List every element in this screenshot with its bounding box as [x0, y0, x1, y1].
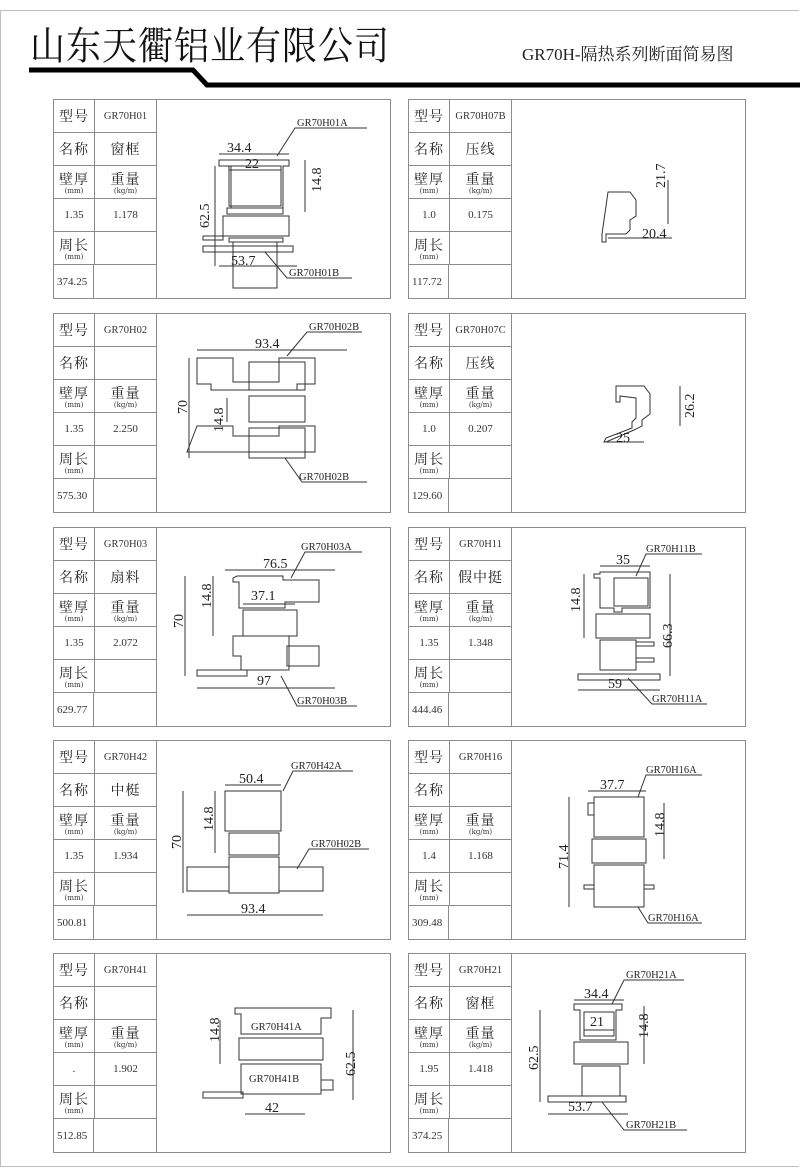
perimeter-value: 374.25	[412, 1129, 443, 1142]
part-tag: GR70H16A	[648, 913, 699, 924]
row-values	[409, 1053, 511, 1086]
perimeter-value: 575.30	[57, 489, 88, 502]
row-model	[54, 528, 156, 561]
row-perimeter-value	[54, 479, 156, 512]
row-name	[409, 133, 511, 166]
row-perimeter-value	[409, 693, 511, 726]
name-label: 名称	[414, 356, 444, 372]
part-tag: GR70H42A	[291, 761, 342, 772]
thickness-value: 1.35	[64, 209, 84, 221]
dimension-label: 34.4	[227, 141, 252, 156]
row-perimeter-label	[54, 446, 156, 479]
profile-drawing	[512, 314, 745, 512]
thickness-value: 1.4	[422, 850, 436, 862]
dimension-label: 26.2	[683, 393, 698, 418]
weight-unit: (kg/m)	[468, 828, 493, 836]
part-tag: GR70H02B	[311, 839, 362, 850]
row-values	[54, 627, 156, 660]
row-units	[409, 166, 511, 199]
row-perimeter-label	[409, 660, 511, 693]
name-value: 压线	[465, 356, 496, 372]
part-tag: GR70H21B	[626, 1120, 677, 1131]
spec-table	[409, 314, 512, 512]
row-perimeter-label	[54, 1086, 156, 1119]
row-name	[409, 347, 511, 380]
weight-value: 2.072	[113, 637, 138, 649]
row-values	[54, 1053, 156, 1086]
dimension-label: 59	[608, 677, 622, 692]
name-label: 名称	[59, 996, 89, 1012]
profile-drawing	[157, 100, 390, 298]
thickness-value: 1.95	[419, 1063, 439, 1075]
dimension-label: 70	[172, 614, 187, 628]
perimeter-value: 444.46	[412, 703, 443, 716]
row-perimeter-value	[54, 1119, 156, 1152]
perimeter-unit: (mm)	[419, 894, 439, 902]
weight-value: 0.207	[468, 423, 493, 435]
dimension-label: 14.8	[569, 587, 584, 612]
row-units	[54, 166, 156, 199]
thickness-value: 1.35	[419, 637, 439, 649]
model-value: GR70H41	[103, 964, 148, 976]
weight-value: 1.902	[113, 1063, 138, 1075]
perimeter-label: 周长	[59, 452, 89, 468]
model-value: GR70H07B	[455, 110, 506, 122]
dimension-label: 21	[590, 1015, 604, 1030]
spec-table	[409, 741, 512, 939]
dimension-label: 53.7	[231, 254, 256, 269]
profile-section-drawing	[157, 100, 390, 298]
model-label: 型号	[59, 963, 89, 979]
dimension-label: 14.8	[202, 806, 217, 831]
perimeter-label: 周长	[414, 452, 444, 468]
perimeter-unit: (mm)	[419, 253, 439, 261]
perimeter-value: 309.48	[412, 916, 443, 929]
weight-label: 重量	[110, 813, 141, 829]
weight-value: 1.168	[468, 850, 493, 862]
row-values	[409, 413, 511, 446]
perimeter-value: 374.25	[57, 275, 88, 288]
profile-card-gr70h16	[408, 740, 746, 940]
dimension-label: 37.7	[600, 778, 625, 793]
spec-table	[409, 100, 512, 298]
profile-card-gr70h41	[53, 953, 391, 1153]
weight-value: 1.178	[113, 209, 138, 221]
model-value: GR70H02	[103, 324, 148, 336]
row-values	[409, 840, 511, 873]
thickness-label: 壁厚	[59, 813, 89, 829]
dimension-label: 14.8	[653, 812, 668, 837]
dimension-label: 42	[265, 1101, 279, 1116]
thickness-value: 1.35	[64, 850, 84, 862]
thickness-value: 1.0	[422, 423, 436, 435]
profile-card-gr70h02	[53, 313, 391, 513]
perimeter-label: 周长	[59, 666, 89, 682]
part-tag: GR70H41A	[251, 1022, 302, 1033]
thickness-unit: (mm)	[64, 828, 84, 836]
row-perimeter-value	[409, 479, 511, 512]
dimension-label: 93.4	[241, 902, 266, 917]
row-units	[409, 807, 511, 840]
part-tag: GR70H11B	[646, 544, 696, 555]
model-label: 型号	[59, 537, 89, 553]
dimension-label: 22	[245, 157, 259, 172]
dimension-label: 35	[616, 553, 630, 568]
weight-unit: (kg/m)	[468, 401, 493, 409]
row-perimeter-value	[409, 906, 511, 939]
row-model	[409, 954, 511, 987]
dimension-label: 34.4	[584, 987, 609, 1002]
row-units	[54, 594, 156, 627]
dimension-label: 97	[257, 674, 271, 689]
part-tag: GR70H01A	[297, 118, 348, 129]
thickness-unit: (mm)	[419, 187, 439, 195]
thickness-label: 壁厚	[59, 1026, 89, 1042]
perimeter-label: 周长	[59, 1092, 89, 1108]
spec-table	[54, 954, 157, 1152]
weight-unit: (kg/m)	[113, 401, 138, 409]
thickness-value: 1.0	[422, 209, 436, 221]
row-values	[54, 840, 156, 873]
weight-label: 重量	[110, 386, 141, 402]
model-label: 型号	[59, 109, 89, 125]
profile-drawing	[512, 528, 745, 726]
row-model	[409, 528, 511, 561]
row-perimeter-label	[409, 873, 511, 906]
profile-section-drawing	[157, 528, 390, 726]
profile-section-drawing	[512, 314, 745, 512]
row-model	[54, 954, 156, 987]
dimension-label: 20.4	[642, 227, 667, 242]
weight-label: 重量	[465, 813, 496, 829]
dimension-label: 25	[616, 431, 630, 446]
dimension-label: 62.5	[198, 203, 213, 228]
thickness-value: .	[72, 1063, 76, 1075]
perimeter-label: 周长	[59, 238, 89, 254]
thickness-unit: (mm)	[419, 401, 439, 409]
model-value: GR70H11	[459, 538, 502, 550]
row-units	[409, 594, 511, 627]
weight-label: 重量	[110, 172, 141, 188]
weight-unit: (kg/m)	[113, 828, 138, 836]
row-units	[409, 380, 511, 413]
thickness-unit: (mm)	[64, 615, 84, 623]
perimeter-unit: (mm)	[419, 681, 439, 689]
weight-value: 1.418	[468, 1063, 493, 1075]
profile-card-gr70h21	[408, 953, 746, 1153]
dimension-label: 76.5	[263, 557, 288, 572]
thickness-unit: (mm)	[419, 615, 439, 623]
row-perimeter-label	[409, 446, 511, 479]
profile-card-gr70h42	[53, 740, 391, 940]
thickness-label: 壁厚	[59, 386, 89, 402]
row-values	[54, 413, 156, 446]
row-model	[409, 741, 511, 774]
model-value: GR70H07C	[455, 324, 506, 336]
part-tag: GR70H21A	[626, 970, 677, 981]
part-tag: GR70H03B	[297, 696, 348, 707]
part-tag: GR70H02B	[309, 322, 360, 333]
weight-unit: (kg/m)	[113, 615, 138, 623]
row-perimeter-value	[409, 1119, 511, 1152]
weight-label: 重量	[465, 1026, 496, 1042]
name-value: 压线	[465, 142, 496, 158]
weight-label: 重量	[465, 386, 496, 402]
thickness-unit: (mm)	[64, 401, 84, 409]
part-tag: GR70H01B	[289, 268, 340, 279]
row-perimeter-value	[54, 693, 156, 726]
profile-section-drawing	[512, 741, 745, 939]
spec-table	[54, 100, 157, 298]
dimension-label: 50.4	[239, 772, 264, 787]
model-label: 型号	[414, 750, 444, 766]
spec-table	[54, 741, 157, 939]
name-label: 名称	[59, 570, 89, 586]
row-perimeter-label	[54, 232, 156, 265]
dimension-label: 93.4	[255, 337, 280, 352]
profile-drawing	[157, 528, 390, 726]
spec-table	[409, 528, 512, 726]
dimension-label: 62.5	[344, 1051, 359, 1076]
profile-card-gr70h07b	[408, 99, 746, 299]
row-name	[409, 561, 511, 594]
weight-label: 重量	[465, 172, 496, 188]
profile-card-gr70h11	[408, 527, 746, 727]
name-label: 名称	[414, 783, 444, 799]
dimension-label: 66.3	[661, 623, 676, 648]
row-name	[54, 133, 156, 166]
perimeter-unit: (mm)	[64, 467, 84, 475]
row-units	[54, 380, 156, 413]
model-value: GR70H16	[458, 751, 503, 763]
row-model	[409, 100, 511, 133]
perimeter-value: 117.72	[412, 275, 442, 288]
dimension-label: 14.8	[212, 407, 227, 432]
model-label: 型号	[414, 537, 444, 553]
row-units	[409, 1020, 511, 1053]
thickness-unit: (mm)	[64, 187, 84, 195]
name-label: 名称	[414, 142, 444, 158]
perimeter-unit: (mm)	[419, 1107, 439, 1115]
thickness-label: 壁厚	[414, 172, 444, 188]
profile-section-drawing	[512, 100, 745, 298]
row-name	[54, 774, 156, 807]
model-value: GR70H21	[458, 964, 503, 976]
dimension-label: 21.7	[654, 163, 669, 188]
row-model	[409, 314, 511, 347]
profile-card-gr70h01	[53, 99, 391, 299]
row-name	[54, 987, 156, 1020]
part-tag: GR70H03A	[301, 542, 352, 553]
part-tag: GR70H02B	[299, 472, 350, 483]
weight-unit: (kg/m)	[113, 187, 138, 195]
dimension-label: 14.8	[310, 167, 325, 192]
row-values	[54, 199, 156, 232]
row-name	[54, 561, 156, 594]
row-perimeter-label	[409, 232, 511, 265]
company-name: 山东天衢铝业有限公司	[30, 24, 391, 70]
thickness-label: 壁厚	[414, 813, 444, 829]
weight-value: 1.348	[468, 637, 493, 649]
name-label: 名称	[414, 996, 444, 1012]
dimension-label: 14.8	[200, 583, 215, 608]
name-value: 假中挺	[458, 570, 503, 586]
perimeter-value: 500.81	[57, 916, 88, 929]
weight-label: 重量	[110, 1026, 141, 1042]
weight-label: 重量	[465, 600, 496, 616]
row-name	[409, 987, 511, 1020]
perimeter-unit: (mm)	[64, 894, 84, 902]
thickness-unit: (mm)	[64, 1041, 84, 1049]
thickness-label: 壁厚	[414, 1026, 444, 1042]
name-label: 名称	[59, 142, 89, 158]
perimeter-unit: (mm)	[64, 1107, 84, 1115]
model-value: GR70H01	[103, 110, 148, 122]
row-units	[54, 1020, 156, 1053]
perimeter-label: 周长	[414, 238, 444, 254]
profile-section-drawing	[157, 314, 390, 512]
profile-drawing	[512, 741, 745, 939]
model-label: 型号	[414, 323, 444, 339]
perimeter-label: 周长	[59, 879, 89, 895]
row-perimeter-value	[54, 906, 156, 939]
name-value: 窗框	[465, 996, 496, 1012]
profile-section-drawing	[512, 528, 745, 726]
part-tag: GR70H16A	[646, 765, 697, 776]
perimeter-unit: (mm)	[64, 253, 84, 261]
perimeter-label: 周长	[414, 879, 444, 895]
dimension-label: 37.1	[251, 589, 276, 604]
row-model	[54, 100, 156, 133]
document-title: GR70H-隔热系列断面简易图	[522, 45, 734, 64]
profile-drawing	[157, 741, 390, 939]
thickness-value: 1.35	[64, 423, 84, 435]
profile-section-drawing	[512, 954, 745, 1152]
profile-section-drawing	[157, 954, 390, 1152]
model-value: GR70H42	[103, 751, 148, 763]
row-perimeter-value	[54, 265, 156, 298]
name-label: 名称	[414, 570, 444, 586]
perimeter-value: 129.60	[412, 489, 443, 502]
weight-value: 1.934	[113, 850, 138, 862]
row-name	[54, 347, 156, 380]
row-values	[409, 199, 511, 232]
thickness-label: 壁厚	[414, 386, 444, 402]
part-tag: GR70H11A	[652, 694, 703, 705]
thickness-unit: (mm)	[419, 1041, 439, 1049]
name-value: 窗框	[110, 142, 141, 158]
model-value: GR70H03	[103, 538, 148, 550]
dimension-label: 53.7	[568, 1100, 593, 1115]
profile-drawing	[157, 314, 390, 512]
spec-table	[54, 314, 157, 512]
dimension-label: 70	[170, 835, 185, 849]
perimeter-unit: (mm)	[419, 467, 439, 475]
profile-section-drawing	[157, 741, 390, 939]
row-perimeter-label	[54, 873, 156, 906]
perimeter-value: 629.77	[57, 703, 88, 716]
name-value: 中梃	[110, 783, 141, 799]
row-units	[54, 807, 156, 840]
row-name	[409, 774, 511, 807]
dimension-label: 71.4	[557, 844, 572, 869]
header-rule	[0, 0, 800, 100]
dimension-label: 70	[176, 400, 191, 414]
weight-unit: (kg/m)	[468, 615, 493, 623]
row-model	[54, 314, 156, 347]
dimension-label: 14.8	[637, 1013, 652, 1038]
thickness-unit: (mm)	[419, 828, 439, 836]
thickness-label: 壁厚	[59, 172, 89, 188]
thickness-label: 壁厚	[59, 600, 89, 616]
profile-card-gr70h03	[53, 527, 391, 727]
dimension-label: 14.8	[208, 1017, 223, 1042]
dimension-label: 62.5	[527, 1045, 542, 1070]
row-perimeter-label	[409, 1086, 511, 1119]
profile-drawing	[157, 954, 390, 1152]
perimeter-label: 周长	[414, 1092, 444, 1108]
spec-table	[54, 528, 157, 726]
profile-card-gr70h07c	[408, 313, 746, 513]
weight-value: 2.250	[113, 423, 138, 435]
weight-label: 重量	[110, 600, 141, 616]
profile-drawing	[512, 954, 745, 1152]
model-label: 型号	[59, 323, 89, 339]
model-label: 型号	[414, 963, 444, 979]
thickness-label: 壁厚	[414, 600, 444, 616]
name-label: 名称	[59, 356, 89, 372]
weight-value: 0.175	[468, 209, 493, 221]
part-tag: GR70H41B	[249, 1074, 300, 1085]
model-label: 型号	[59, 750, 89, 766]
name-value: 扇料	[110, 570, 141, 586]
weight-unit: (kg/m)	[113, 1041, 138, 1049]
row-values	[409, 627, 511, 660]
spec-table	[409, 954, 512, 1152]
perimeter-value: 512.85	[57, 1129, 88, 1142]
perimeter-unit: (mm)	[64, 681, 84, 689]
perimeter-label: 周长	[414, 666, 444, 682]
row-model	[54, 741, 156, 774]
thickness-value: 1.35	[64, 637, 84, 649]
profile-drawing	[512, 100, 745, 298]
weight-unit: (kg/m)	[468, 1041, 493, 1049]
model-label: 型号	[414, 109, 444, 125]
row-perimeter-value	[409, 265, 511, 298]
row-perimeter-label	[54, 660, 156, 693]
name-label: 名称	[59, 783, 89, 799]
weight-unit: (kg/m)	[468, 187, 493, 195]
